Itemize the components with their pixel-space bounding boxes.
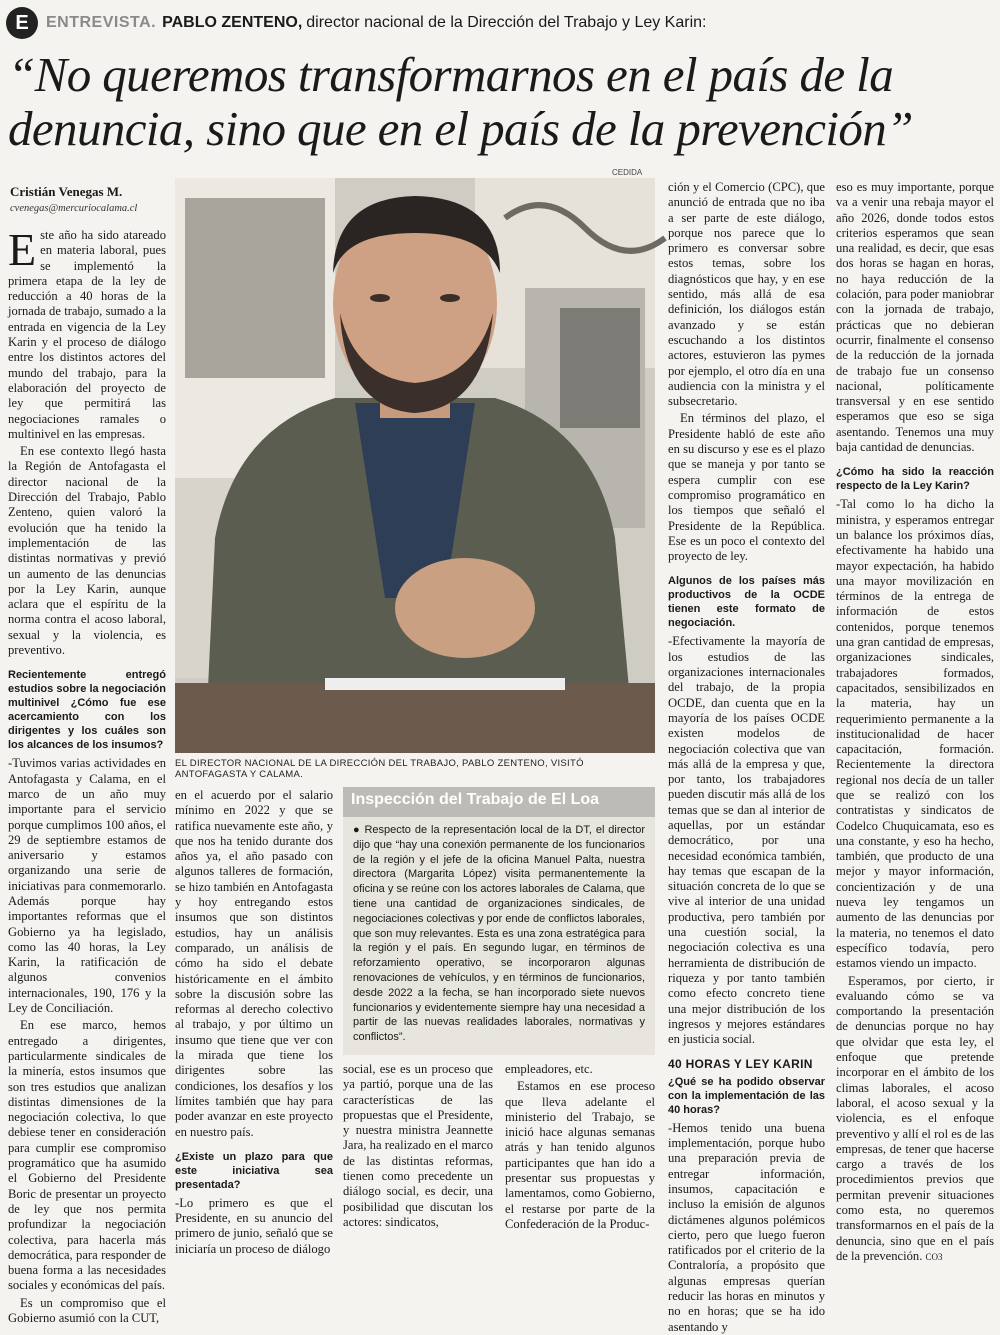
article-column-1 [8, 224, 166, 1325]
paragraph: En ese contexto llegó hasta la Región de Antofagasta el director nacional de la Dirección del Trabajo, Pablo Zenteno, quien valoró la evolución que ha tenido la implementación de las distintas normativas y previó un aumento de las denuncias por la Ley Karin, aunque aclara que el espíritu de la norma contra el acoso laboral, sexual y la violencia, es preventivo. [8, 444, 166, 658]
question: Algunos de los países más productivos de la OCDE tienen este formato de negociación. [668, 575, 825, 630]
paragraph: -Hemos tenido una buena implementación, porque hubo una preparación previa de entregar información, insumos, capacitación e incluso la emisión de algunos dictámenes algunos polémicos cierto, pero que luego fueron ratificados por el criterio de la Contraloría, a propósito que algunas empresas querían reducir las horas en minutos y no en horas; que se ha ido asentando y [668, 1120, 825, 1334]
author-name: Cristián Venegas M. [10, 184, 123, 199]
headline: “No queremos transformarnos en el país de la denuncia, sino que en el país de la prevención” [8, 47, 913, 156]
paragraph: Estamos en ese proceso que lleva adelante el ministerio del Trabajo, se inició hace algunas semanas atrás y han tenido algunos participantes que han ido a presentar sus propuestas y lamentamos, como Gobierno, el restarse por parte de la Confederación de la Produc- [505, 1079, 655, 1231]
interviewee-name: PABLO ZENTENO, [162, 14, 303, 31]
question: ¿Qué se ha podido observar con la implementación de las 40 horas? [668, 1075, 825, 1116]
article-column-6 [836, 180, 994, 1263]
section-label: ENTREVISTA. [46, 14, 157, 31]
lead-paragraph: Este año ha sido atareado en materia laboral, pues se implementó la primera etapa de la ley de reducción a 40 horas de la jornada de trabajo, sumado a la entrada en vigencia de la Ley Karin y el proceso de diálogo entre los distintos actores del mundo del trabajo, para la elaboración del proyecto de ley que permitirá las negociaciones ramales o multinivel en las empresas. [8, 224, 166, 441]
box-title: Inspección del Trabajo de El Loa [343, 787, 655, 817]
article-column-3 [343, 1062, 493, 1232]
paragraph: empleadores, etc. [505, 1062, 593, 1076]
article-column-5 [668, 180, 825, 1334]
subheading: 40 HORAS Y LEY KARIN [668, 1057, 813, 1072]
bullet-icon: ● [353, 824, 361, 836]
paragraph: Es un compromiso que el Gobierno asumió con la CUT, [8, 1295, 166, 1325]
article-column-4 [505, 1062, 655, 1232]
paragraph: social, ese es un proceso que ya partió, porque una de las características de las propuestas que el Presidente, y nuestra ministra Jeannette Jara, ha realizado en el marco de las distintas reformas, tienen como precedente un diálogo social, es decir, una posibilidad que discutan los actores: sindicatos, [343, 1062, 493, 1229]
portrait-illustration [175, 178, 655, 753]
question: ¿Cómo ha sido la reacción respecto de la Ley Karin? [836, 466, 994, 493]
article-column-2 [175, 788, 333, 1256]
section-badge: E [6, 7, 38, 39]
sidebar-box [343, 787, 655, 1055]
end-mark: CO3 [925, 1251, 943, 1262]
author-email: cvenegas@mercuriocalama.cl [10, 203, 138, 214]
paragraph: eso es muy importante, porque va a venir una rebaja mayor el año 2026, donde todos estos criterios esperamos que sean una realidad, es decir, que esas dos horas se hagan en horas, no haya reducción de la colación, para poder maniobrar con la jornada de trabajo, prácticas que no debieran ocurrir, finalmente el consenso de la reducción de la jornada de trabajo fue un consenso nacional, políticamente transversal y en ese sentido esperamos que eso se siga asentando. Tenemos una muy baja cantidad de denuncias. [836, 180, 994, 455]
paragraph: en el acuerdo por el salario mínimo en 2022 y que se ratifica nuevamente este año, y que nos ha tenido durante dos años ya, el año pasado con algunos talleres de formación, se hizo también en Antofagasta y hoy entregando estos insumos que son distintos estudios, hay un análisis comparado, un análisis de cómo ha sido el debate históricamente en el ámbito sobre la discusión sobre las reformas al derecho colectivo al trabajo, y por último un insumo que tiene que ver con la mirada que tiene los dirigentes sobre las condiciones, los desafíos y los límites también que hay para poder avanzar en este proyecto en nuestro país. [175, 788, 333, 1139]
paragraph: -Tal como lo ha dicho la ministra, y esperamos entregar un balance los próximos días, efectivamente ha habido una mayor expectación, ha habido una mayor movilización en términos de la entrega de información de estos contenidos, porque tenemos una gran cantidad de empresas, organizaciones sindicales, trabajadores formados, capacitados, sensibilizados en la materia, hay un requerimiento permanente a la institucionalidad de hacer capacitación, formación. Recientemente la directora regional nos decía de un taller que se realizó con los contratistas y sindicatos de Codelco Chuquicamata, eso es una constante, y eso ha hecho, también, que producto de una mejor y mayor información, concientización y de una nueva ley tengamos un aumento de las denuncias por la materia, no tenemos el dato específico todavía, pero estamos viendo un impacto. [836, 497, 994, 971]
photo-caption: EL DIRECTOR NACIONAL DE LA DIRECCIÓN DEL TRABAJO, PABLO ZENTENO, VISITÓ ANTOFAGASTA Y CALAMA. [175, 758, 584, 780]
kicker-line [6, 6, 706, 40]
paragraph: -Tuvimos varias actividades en Antofagasta y Calama, en el marco de un año muy importante para el servicio porque cumplimos 100 años, el 29 de septiembre estamos de aniversario y estamos organizando una serie de iniciativas para conmemorarlo. Además porque hay importantes reformas que el Gobierno ya ha legislado, como las 40 horas, la Ley Karin, la ratificación de algunos convenios internacionales, 190, 176 y la Ley de Conciliación. [8, 756, 166, 1016]
paragraph: Esperamos, por cierto, ir evaluando cómo se va comportando la presentación de denuncias porque no hay que olvidar que esta ley, el enfoque que pretende incorporar en el ámbito de los climas laborales, el acoso laboral, el acoso sexual y la violencia, es el enfoque preventivo y allí el rol es de las empresas, de tener que hacerse cargo a través de los procedimientos previos que permitan prevenir situaciones como esta, no queremos transformarnos en el país de la denuncia, sino que en el país de la prevención. CO3 [836, 973, 994, 1263]
interview-photo [175, 178, 655, 753]
interviewee-role: director nacional de la Dirección del Trabajo y Ley Karin: [306, 14, 707, 31]
drop-cap: E [8, 224, 37, 275]
paragraph: -Efectivamente la mayoría de los estudios de las organizaciones internacionales del trabajo, de la propia OCDE, dan cuenta que en la mayoría de los países OCDE existen modelos de negociación colectiva que van más allá de la empresa y que, por tanto, los trabajadores pueden discutir más allá de los temas que se dan al interior de aquellas, por un estándar democrático, por una necesidad económica también, hay temas que escapan de la situación concreta de lo que se vive al interior de una unidad productiva, pero también por una cuestión social, la negociación colectiva es una herramienta de distribución de riqueza y por tanto también como efecto concreto tiene una mejor distribución de los ingresos y mejores estándares en justicia social. [668, 634, 825, 1047]
question: ¿Existe un plazo para que este iniciativa sea presentada? [175, 1150, 333, 1191]
paragraph: -Lo primero es que el Presidente, en su anuncio del primero de junio, señaló que se iniciaría un proceso de diálogo [175, 1195, 333, 1256]
paragraph: ción y el Comercio (CPC), que anunció de entrada que no iba a ser parte de este diálogo, porque nos parece que lo primero es conversar sobre estos temas, sobre los diagnósticos que hay, y en ese sentido, más allá de esa definición, los diálogos están avanzado y se están escuchando a los distintos actores, estuvieron las pymes por ejemplo, el otro día en una audiencia con la ministra y el subsecretario. [668, 180, 825, 409]
question: Recientemente entregó estudios sobre la negociación multinivel ¿Cómo fue ese acercamiento con los dirigentes y los cuáles son los alcances de los insumos? [8, 669, 166, 752]
photo-credit: CEDIDA [612, 168, 643, 177]
box-body: ● Respecto de la representación local de la DT, el director dijo que “hay una conexión permanente de los funcionarios de la región y el jefe de la oficina Manuel Palta, nuestra directora (Margarita López) visita permanentemente la oficina y se reúne con los actores laborales de Calama, que tiene una cantidad de organizaciones sindicales, de negociaciones colectivas y por ende de conflictos laborales, que son muy relevantes. Esta es una zona estratégica para la región y el país. En segundo lugar, en términos de reforzamiento operativo, se incorporaron algunas renovaciones de vehículos, y en términos de funcionarios, desde 2022 a la fecha, se han incorporado siete nuevos funcionarios y evidentemente siempre hay una necesidad a partir de las nuevas realidades laborales, normativas y conflictos”. [353, 824, 645, 1044]
paragraph: En términos del plazo, el Presidente habló de este año en su discurso y ese es el plazo que se maneja y por tanto se espera cumplir con ese compromiso programático en los tiempos que señaló el Presidente de la República. Ese es un poco el contexto del proyecto de ley. [668, 411, 825, 564]
paragraph: En ese marco, hemos entregado a dirigentes, particularmente sindicales de la minería, estos insumos que son tres estudios que analizan distintas dimensiones de la negociación colectiva, lo que debiese tener en consideración para cumplir ese compromiso programático que ha asumido el Gobierno del Presidente Boric de presentar un proyecto de ley que nos permita profundizar la negociación colectiva, para hacerla más democrática, para responder de buena forma a las necesidades sociales y económicas del país. [8, 1018, 166, 1293]
